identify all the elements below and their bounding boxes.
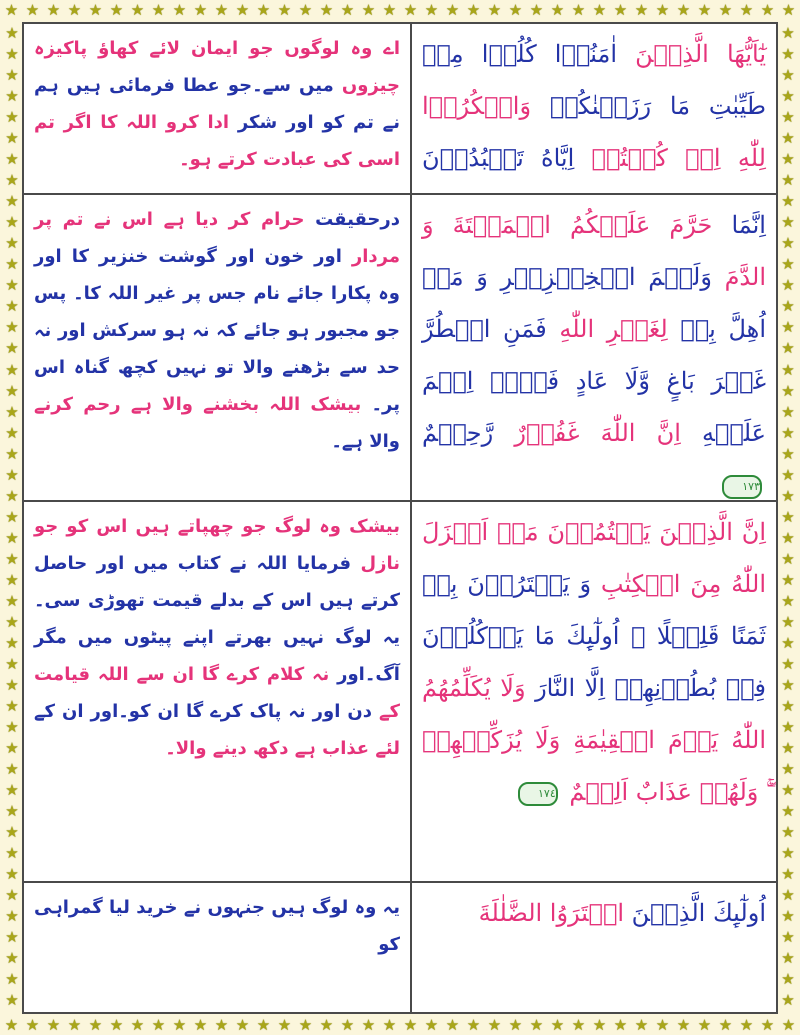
arabic-text-segment: حَرَّمَ عَلَيۡكُمُ الۡمَيۡتَةَ وَ الدَّمَ <box>422 211 766 291</box>
urdu-translation-cell <box>24 24 412 195</box>
urdu-text-segment: والا ہے۔ <box>331 431 400 452</box>
star-ornament-icon: ★ <box>739 1015 754 1034</box>
star-ornament-icon: ★ <box>550 0 565 19</box>
star-ornament-icon: ★ <box>5 739 19 758</box>
star-ornament-icon: ★ <box>277 1015 292 1034</box>
ayah-number-marker: ١٧٤ <box>518 782 558 806</box>
star-ornament-icon: ★ <box>781 66 795 85</box>
star-ornament-icon: ★ <box>235 1015 250 1034</box>
star-ornament-icon: ★ <box>781 444 795 463</box>
star-ornament-icon: ★ <box>781 675 795 694</box>
star-ornament-icon: ★ <box>697 0 712 19</box>
star-ornament-icon: ★ <box>67 1015 82 1034</box>
star-ornament-icon: ★ <box>781 612 795 631</box>
star-ornament-icon: ★ <box>466 1015 481 1034</box>
star-ornament-icon: ★ <box>298 0 313 19</box>
star-ornament-icon: ★ <box>5 633 19 652</box>
star-ornament-icon: ★ <box>5 213 19 232</box>
star-border-bottom <box>0 1015 800 1035</box>
urdu-text-segment: لئے عذاب ہے دکھ دینے والا۔ <box>165 738 400 759</box>
star-ornament-icon: ★ <box>5 697 19 715</box>
arabic-text-segment: اِلَّا النَّارَ <box>535 674 606 702</box>
star-ornament-icon: ★ <box>697 1015 712 1034</box>
arabic-text-segment: وَلَا يُكَلِّمُهُمُ اللّٰهُ يَوۡمَ <box>422 674 766 754</box>
star-ornament-icon: ★ <box>781 255 795 274</box>
star-ornament-icon: ★ <box>634 1015 649 1034</box>
star-ornament-icon: ★ <box>781 844 795 863</box>
star-ornament-icon: ★ <box>5 402 19 421</box>
star-ornament-icon: ★ <box>88 0 103 19</box>
star-ornament-icon: ★ <box>5 760 19 779</box>
star-ornament-icon: ★ <box>4 1015 19 1034</box>
star-ornament-icon: ★ <box>424 0 439 19</box>
star-ornament-icon: ★ <box>781 87 795 106</box>
star-ornament-icon: ★ <box>340 1015 355 1034</box>
star-ornament-icon: ★ <box>172 1015 187 1034</box>
star-ornament-icon: ★ <box>508 0 523 19</box>
urdu-text-segment: بیشک اللہ بخشنے والا ہے رحم کرنے <box>34 394 362 415</box>
arabic-text-segment: رَزَقۡنٰكُمۡ <box>549 92 652 120</box>
star-border-right <box>778 20 798 1015</box>
star-ornament-icon: ★ <box>592 1015 607 1034</box>
arabic-text-segment: اِنَّ الَّذِيۡنَ يَكۡتُمُوۡنَ مَاۤ اَنۡزَلَ اللّٰهُ <box>422 518 766 598</box>
star-ornament-icon: ★ <box>781 423 795 442</box>
star-ornament-icon: ★ <box>781 150 795 169</box>
star-ornament-icon: ★ <box>466 0 481 19</box>
star-ornament-icon: ★ <box>46 0 61 19</box>
urdu-text-segment: حرام کر دیا ہے اس نے تم پر مردار <box>34 209 400 267</box>
star-ornament-icon: ★ <box>781 697 795 715</box>
star-ornament-icon: ★ <box>781 928 795 947</box>
star-ornament-icon: ★ <box>5 360 19 379</box>
star-ornament-icon: ★ <box>193 1015 208 1034</box>
star-ornament-icon: ★ <box>5 928 19 947</box>
star-ornament-icon: ★ <box>361 0 376 19</box>
star-ornament-icon: ★ <box>613 1015 628 1034</box>
arabic-text-segment: الۡقِيٰمَةِ وَلَا يُزَكِّيۡهِمۡ ۖۚ وَلَهُمۡ عَذَابٌ <box>422 726 766 806</box>
star-ornament-icon: ★ <box>676 0 691 19</box>
star-ornament-icon: ★ <box>718 0 733 19</box>
urdu-text-segment: بیشک وہ لوگ جو چھپاتے ہیں اس کو جو نازل <box>34 516 400 574</box>
star-ornament-icon: ★ <box>676 1015 691 1034</box>
star-ornament-icon: ★ <box>781 108 795 127</box>
arabic-verse-cell <box>412 195 776 502</box>
star-ornament-icon: ★ <box>781 213 795 232</box>
arabic-text-segment: رَّحِيۡمٌ <box>422 419 494 447</box>
star-ornament-icon: ★ <box>109 1015 124 1034</box>
arabic-text-segment: مِنَ الۡكِتٰبِ <box>600 570 722 598</box>
star-ornament-icon: ★ <box>5 381 19 400</box>
star-ornament-icon: ★ <box>340 0 355 19</box>
star-ornament-icon: ★ <box>151 0 166 19</box>
star-ornament-icon: ★ <box>5 423 19 442</box>
star-ornament-icon: ★ <box>781 465 795 484</box>
arabic-text-segment: وَاشۡكُرُوۡا لِلّٰهِ اِنۡ كُنۡتُمۡ <box>422 92 766 172</box>
arabic-text-segment: عَادٍ فَلَاۤ اِثۡمَ عَلَيۡهِ <box>422 367 766 447</box>
star-ornament-icon: ★ <box>277 0 292 19</box>
star-ornament-icon: ★ <box>445 0 460 19</box>
star-ornament-icon: ★ <box>781 991 795 1010</box>
star-ornament-icon: ★ <box>5 507 19 526</box>
star-ornament-icon: ★ <box>529 0 544 19</box>
star-ornament-icon: ★ <box>4 0 19 19</box>
urdu-translation-cell <box>24 502 412 883</box>
arabic-text-segment: يٰٓاَيُّهَا الَّذِيۡنَ <box>635 40 766 68</box>
star-ornament-icon: ★ <box>781 823 795 842</box>
star-ornament-icon: ★ <box>403 1015 418 1034</box>
star-ornament-icon: ★ <box>739 0 754 19</box>
arabic-text-segment: وَ يَشۡتَرُوۡنَ بِهٖ ثَمَنًا <box>422 570 766 650</box>
star-ornament-icon: ★ <box>655 1015 670 1034</box>
star-ornament-icon: ★ <box>5 802 19 821</box>
star-ornament-icon: ★ <box>781 886 795 905</box>
star-ornament-icon: ★ <box>67 0 82 19</box>
star-ornament-icon: ★ <box>5 129 19 148</box>
star-ornament-icon: ★ <box>5 528 19 547</box>
star-ornament-icon: ★ <box>5 171 19 190</box>
star-ornament-icon: ★ <box>5 318 19 337</box>
star-ornament-icon: ★ <box>5 339 19 358</box>
star-ornament-icon: ★ <box>5 45 19 64</box>
star-ornament-icon: ★ <box>571 1015 586 1034</box>
star-ornament-icon: ★ <box>319 1015 334 1034</box>
star-ornament-icon: ★ <box>781 276 795 295</box>
star-ornament-icon: ★ <box>5 66 19 85</box>
arabic-text-segment: اِنَّ اللّٰهَ غَفُوۡرٌ <box>514 419 681 447</box>
star-ornament-icon: ★ <box>781 1015 796 1034</box>
star-ornament-icon: ★ <box>5 255 19 274</box>
star-ornament-icon: ★ <box>487 0 502 19</box>
star-ornament-icon: ★ <box>403 0 418 19</box>
star-ornament-icon: ★ <box>5 465 19 484</box>
star-ornament-icon: ★ <box>592 0 607 19</box>
star-ornament-icon: ★ <box>718 1015 733 1034</box>
urdu-translation-cell <box>24 195 412 502</box>
star-ornament-icon: ★ <box>781 949 795 968</box>
star-ornament-icon: ★ <box>88 1015 103 1034</box>
star-ornament-icon: ★ <box>5 612 19 631</box>
star-ornament-icon: ★ <box>781 549 795 568</box>
star-ornament-icon: ★ <box>655 0 670 19</box>
star-ornament-icon: ★ <box>781 528 795 547</box>
star-ornament-icon: ★ <box>5 234 19 253</box>
star-ornament-icon: ★ <box>571 0 586 19</box>
star-ornament-icon: ★ <box>781 297 795 316</box>
arabic-verse-cell <box>412 883 776 1012</box>
star-ornament-icon: ★ <box>508 1015 523 1034</box>
star-ornament-icon: ★ <box>361 1015 376 1034</box>
urdu-text-segment: ادا کرو اللہ کا اگر تم اسی کی عبادت کرتے ہو۔ <box>34 112 400 170</box>
star-ornament-icon: ★ <box>5 949 19 968</box>
star-ornament-icon: ★ <box>5 276 19 295</box>
arabic-text-segment: اُولٰٓٮِٕكَ الَّذِيۡنَ <box>631 899 766 927</box>
star-ornament-icon: ★ <box>46 1015 61 1034</box>
star-ornament-icon: ★ <box>172 0 187 19</box>
star-ornament-icon: ★ <box>235 0 250 19</box>
urdu-text-segment: سرکش اور نہ حد سے بڑھنے والا تو نہیں کچھ گناہ <box>34 320 400 378</box>
star-ornament-icon: ★ <box>781 192 795 211</box>
star-ornament-icon: ★ <box>781 802 795 821</box>
arabic-text-segment: اِيَّاهُ تَعۡبُدُوۡنَ <box>422 144 575 172</box>
star-ornament-icon: ★ <box>781 402 795 421</box>
star-ornament-icon: ★ <box>382 1015 397 1034</box>
star-ornament-icon: ★ <box>781 760 795 779</box>
urdu-text-segment: اور خون اور گوشت خنزیر کا اور وہ پکارا جائے نام <box>34 246 400 304</box>
star-ornament-icon: ★ <box>5 654 19 673</box>
arabic-text-segment: اَلِيۡمٌ <box>569 778 629 806</box>
star-ornament-icon: ★ <box>550 1015 565 1034</box>
urdu-text-segment: ہیں اس کے بدلے قیمت تھوڑی سی۔یہ <box>34 590 400 648</box>
star-ornament-icon: ★ <box>151 1015 166 1034</box>
arabic-text-segment: اِنَّمَا <box>731 211 766 239</box>
star-ornament-icon: ★ <box>781 486 795 505</box>
arabic-verse-cell <box>412 24 776 195</box>
star-ornament-icon: ★ <box>529 1015 544 1034</box>
urdu-text-segment: میں سے۔جو عطا فرمائی ہیں ہم نے تم کو اور شکر <box>34 75 400 133</box>
star-ornament-icon: ★ <box>781 633 795 652</box>
urdu-text-segment: دن اور نہ پاک کرے گا ان کو۔اور ان کے <box>34 701 372 722</box>
star-ornament-icon: ★ <box>5 549 19 568</box>
arabic-text-segment: لِغَيۡرِ اللّٰهِ <box>559 315 668 343</box>
star-ornament-icon: ★ <box>781 654 795 673</box>
star-ornament-icon: ★ <box>5 970 19 989</box>
star-ornament-icon: ★ <box>781 24 795 42</box>
star-ornament-icon: ★ <box>760 0 775 19</box>
star-ornament-icon: ★ <box>5 108 19 127</box>
star-ornament-icon: ★ <box>781 0 796 19</box>
urdu-text-segment: نہ کلام کرے گا ان سے اللہ قیامت کے <box>34 664 400 722</box>
star-ornament-icon: ★ <box>214 0 229 19</box>
star-ornament-icon: ★ <box>424 1015 439 1034</box>
urdu-text-segment: جس پر غیر اللہ کا۔ پس جو مجبور ہو جائے کہ نہ ہو <box>34 283 400 341</box>
star-ornament-icon: ★ <box>781 318 795 337</box>
star-ornament-icon: ★ <box>382 0 397 19</box>
urdu-text-segment: لوگ نہیں بھرتے اپنے پیٹوں میں مگر آگ۔اور <box>34 627 400 685</box>
urdu-text-segment: اس پر۔ <box>34 357 400 415</box>
star-ornament-icon: ★ <box>781 718 795 737</box>
star-ornament-icon: ★ <box>5 444 19 463</box>
star-ornament-icon: ★ <box>781 970 795 989</box>
star-ornament-icon: ★ <box>256 1015 271 1034</box>
star-ornament-icon: ★ <box>25 1015 40 1034</box>
star-ornament-icon: ★ <box>613 0 628 19</box>
arabic-verse-cell <box>412 502 776 883</box>
star-ornament-icon: ★ <box>130 0 145 19</box>
urdu-text-segment: یہ وہ لوگ ہیں جنہوں نے خرید لیا گمراہی کو <box>34 897 400 955</box>
star-ornament-icon: ★ <box>130 1015 145 1034</box>
star-ornament-icon: ★ <box>781 129 795 148</box>
star-ornament-icon: ★ <box>5 991 19 1010</box>
star-ornament-icon: ★ <box>319 0 334 19</box>
star-ornament-icon: ★ <box>5 24 19 42</box>
star-ornament-icon: ★ <box>5 844 19 863</box>
star-ornament-icon: ★ <box>5 570 19 589</box>
star-ornament-icon: ★ <box>781 381 795 400</box>
star-ornament-icon: ★ <box>5 781 19 800</box>
arabic-text-segment: فَمَنِ اضۡطُرَّ غَيۡرَ بَاغٍ وَّلَا <box>422 315 766 395</box>
arabic-text-segment: قَلِيۡلًا ۙ اُولٰٓٮِٕكَ مَا يَاۡكُلُوۡنَ فِىۡ بُطُوۡنِهِمۡ <box>422 622 767 702</box>
star-ornament-icon: ★ <box>5 907 19 926</box>
arabic-text-segment: وَلَحۡمَ الۡخِنۡزِيۡرِ وَ مَاۤ اُهِلَّ بِهٖ <box>422 263 766 343</box>
star-ornament-icon: ★ <box>109 0 124 19</box>
star-ornament-icon: ★ <box>781 591 795 610</box>
star-ornament-icon: ★ <box>25 0 40 19</box>
star-ornament-icon: ★ <box>781 570 795 589</box>
star-ornament-icon: ★ <box>445 1015 460 1034</box>
urdu-text-segment: درحقیقت <box>315 209 400 230</box>
star-ornament-icon: ★ <box>781 360 795 379</box>
arabic-text-segment: اشۡتَرَوُا الضَّلٰلَةَ <box>478 899 625 927</box>
star-ornament-icon: ★ <box>5 297 19 316</box>
star-ornament-icon: ★ <box>5 486 19 505</box>
star-ornament-icon: ★ <box>5 150 19 169</box>
star-ornament-icon: ★ <box>5 87 19 106</box>
star-ornament-icon: ★ <box>781 781 795 800</box>
star-ornament-icon: ★ <box>5 823 19 842</box>
star-ornament-icon: ★ <box>781 234 795 253</box>
urdu-text-segment: اے وہ لوگوں جو ایمان لائے کھاؤ پاکیزہ چیزوں <box>34 38 400 96</box>
star-ornament-icon: ★ <box>760 1015 775 1034</box>
star-ornament-icon: ★ <box>298 1015 313 1034</box>
star-ornament-icon: ★ <box>487 1015 502 1034</box>
star-border-top <box>0 0 800 20</box>
star-ornament-icon: ★ <box>781 739 795 758</box>
star-ornament-icon: ★ <box>781 171 795 190</box>
star-ornament-icon: ★ <box>5 675 19 694</box>
urdu-text-segment: فرمایا اللہ نے کتاب میں اور حاصل کرتے <box>34 553 400 611</box>
star-ornament-icon: ★ <box>781 865 795 884</box>
star-ornament-icon: ★ <box>634 0 649 19</box>
urdu-translation-cell <box>24 883 412 1012</box>
star-ornament-icon: ★ <box>781 907 795 926</box>
star-ornament-icon: ★ <box>256 0 271 19</box>
star-ornament-icon: ★ <box>5 591 19 610</box>
star-ornament-icon: ★ <box>781 507 795 526</box>
star-ornament-icon: ★ <box>781 339 795 358</box>
star-ornament-icon: ★ <box>5 192 19 211</box>
star-ornament-icon: ★ <box>781 45 795 64</box>
star-ornament-icon: ★ <box>5 865 19 884</box>
star-ornament-icon: ★ <box>5 718 19 737</box>
star-border-left <box>2 20 22 1015</box>
ayah-number-marker: ١٧٣ <box>722 475 762 499</box>
star-ornament-icon: ★ <box>214 1015 229 1034</box>
verse-table <box>22 22 778 1014</box>
arabic-text-segment: اٰمَنُوۡا كُلُوۡا مِنۡ طَيِّبٰتِ مَا <box>422 40 766 120</box>
star-ornament-icon: ★ <box>193 0 208 19</box>
star-ornament-icon: ★ <box>5 886 19 905</box>
